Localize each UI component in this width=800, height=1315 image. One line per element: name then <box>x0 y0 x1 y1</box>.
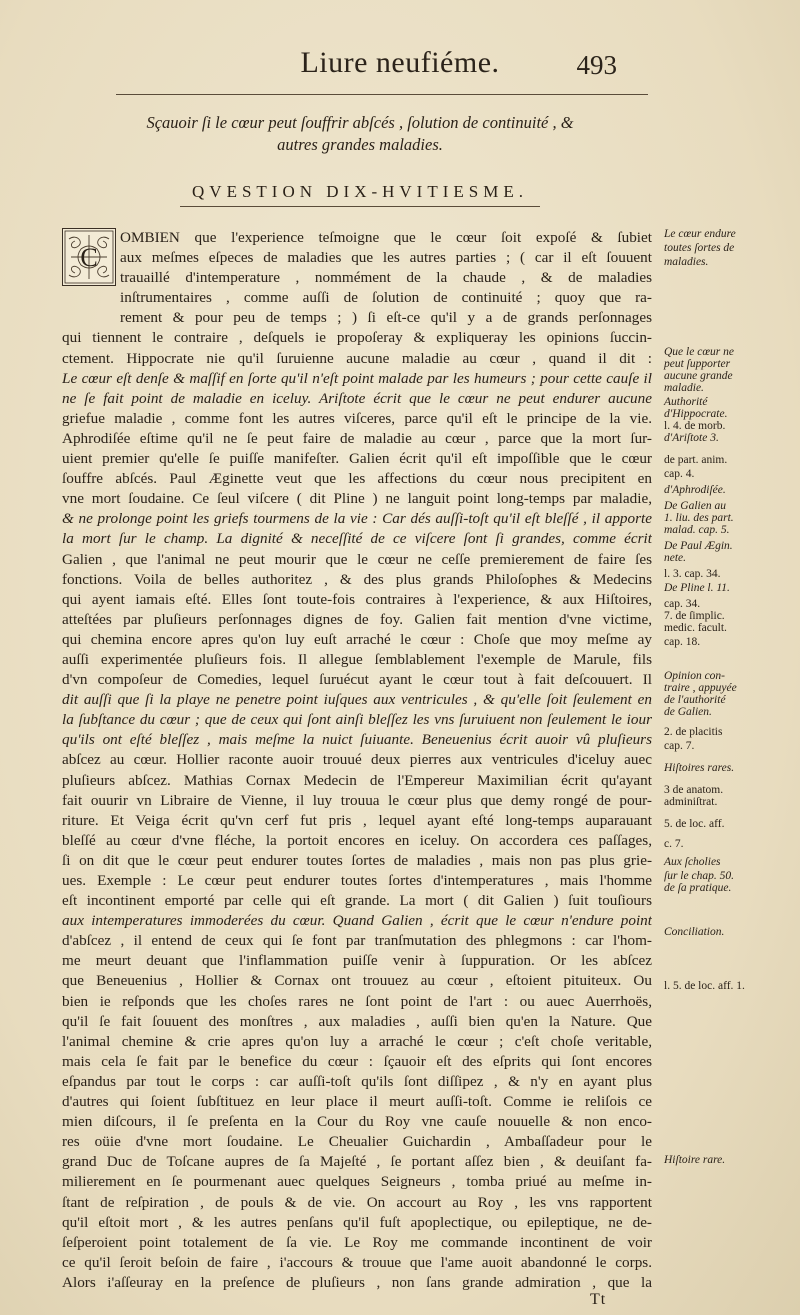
marginal-note: De Galien au <box>664 500 726 512</box>
page-number: 493 <box>576 50 617 80</box>
section-title-line-2: autres grandes maladies. <box>277 135 443 154</box>
text-line: eſpandus par tout le corps : car auſſi-toſt qu'ils ſont diſſipez , & n'y en ayant plus <box>62 1072 652 1090</box>
text-line: bien ie reſponds que les choſes rares ne ſont point de l'art : ou auec Auerrhoës, <box>62 992 652 1010</box>
text-line: aux intemperatures immoderées du cœur. Quand Galien , écrit que le cœur n'endure point <box>62 912 652 930</box>
marginal-note: d'Aphrodiſée. <box>664 484 726 496</box>
section-title <box>70 112 650 156</box>
marginal-note: peut ſupporter <box>664 358 731 370</box>
text-line: res oüie d'vne mort ſoudaine. Le Cheualier Guichardin , Ambaſſadeur pour le <box>62 1133 652 1151</box>
text-line: dit auſſi que ſi la playe ne penetre point iuſques aux ventricules , & qu'elle ſoit ſeulement en <box>62 691 652 709</box>
text-line: qu'il ſe fait ſouuent des monſtres , aux maladies , auſſi bien qu'en la Nature. Que <box>62 1012 652 1030</box>
text-line: atteſtées par pluſieurs perſonnages dignes de foy. Galien fait mention d'vne victime, <box>62 610 652 628</box>
text-line: fait ouurir vn Libraire de Vienne, il luy trouua le cœur plus que demy rongé de pour- <box>62 791 652 809</box>
heading-underline <box>180 206 540 207</box>
text-line: Aphrodiſée eſtime qu'il ne ſe peut faire de maladie au cœur , parce que la mort ſur- <box>62 429 652 447</box>
text-line: d'vn compoſeur de Comedies, lequel ſuruécut ayant le cœur tout à fait deſcouuert. Il <box>62 671 652 689</box>
marginal-note: de Galien. <box>664 706 712 718</box>
marginal-note: adminiſtrat. <box>664 796 718 808</box>
text-line: que Beneuenius , Hollier & Cornax ont trouuez au cœur , eſtoient pituiteux. Ou <box>62 972 652 990</box>
text-line: mais cela ſe fait par le benefice du cœur : ſçauoir eſt des eſprits qui ſont encores <box>62 1052 652 1070</box>
marginal-note: l. 5. de loc. aff. 1. <box>664 980 745 992</box>
text-line: qui tiennent le contraire , deſquels ie propoſeray & expliqueray les opinions ſuccin- <box>62 329 652 347</box>
text-line: ctement. Hippocrate nie qu'il ſuruienne aucune maladie au cœur , quand il dit : <box>62 349 652 367</box>
text-line: trauaillé d'intemperature , nommément de la chaude , & de maladies <box>120 269 652 287</box>
text-line: qui chemina encore apres qu'on luy euſt arraché le cœur : Choſe que moy meſme ay <box>62 630 652 648</box>
text-line: vne mort ſoudaine. Ce ſeul viſcere ( dit Pline ) ne languit point long-temps par maladie, <box>62 490 652 508</box>
text-line: d'autres qui ſoient ſubſtituez en leur place il meurt auſſi-toſt. Comme ie reliſois ce <box>62 1093 652 1111</box>
marginal-note: de ſa pratique. <box>664 882 732 894</box>
text-line: abſcez au cœur. Hollier raconte auoir trouué deux pierres aux ventricules d'iceluy auec <box>62 751 652 769</box>
marginal-note: medic. facult. <box>664 622 727 634</box>
marginal-note: cap. 18. <box>664 636 701 648</box>
text-line: pluſieurs abſcez. Mathias Cornax Medecin de l'Empereur Maximilian écrit qu'ayant <box>62 771 652 789</box>
text-line: la mort ſur le champ. La dignité & neceſſité de ce viſcere ſont ſi grandes, comme écrit <box>62 530 652 548</box>
running-head <box>0 40 800 90</box>
marginal-note: maladie. <box>664 382 704 394</box>
text-line: OMBIEN que l'experience teſmoigne que le cœur ſoit expoſé & ſubiet <box>120 229 652 246</box>
marginal-note: toutes ſortes de <box>664 242 735 254</box>
text-line: auſſi experimentée pluſieurs fois. Il allegue ſemblablement l'exemple de Marule, fils <box>62 650 652 668</box>
main-text <box>62 228 652 1293</box>
marginal-note: 3 de anatom. <box>664 784 724 796</box>
question-heading <box>70 182 650 202</box>
drop-cap-letter: C <box>80 243 98 272</box>
text-line: Alors i'aſſeuray en la preſence de pluſieurs , non ſans grande admiration , que la <box>62 1273 652 1291</box>
text-line: ſtant de reſpiration , de pouls & de vie. On accourt au Roy , les vns rapportent <box>62 1193 652 1211</box>
marginal-note: Le cœur endure <box>664 228 736 240</box>
text-line: ſeſperoient point totalement de ſa vie. Le Roy me commande incontinent de voir <box>62 1233 652 1251</box>
text-line: ce qu'il ſeroit beſoin de faire , i'accours & trouue que l'ame auoit abandonné le corps. <box>62 1253 652 1271</box>
marginal-note: de part. anim. <box>664 454 728 466</box>
question-heading-text: QVESTION DIX-HVITIESME. <box>192 182 528 201</box>
marginal-note: Hiſtoire rare. <box>664 1154 726 1166</box>
marginal-note: aucune grande <box>664 370 733 382</box>
text-line: ne ſe fait point de maladie en iceluy. Ariſtote écrit que le cœur ne peut endurer aucune <box>62 389 652 407</box>
text-line: grand Duc de Toſcane aupres de ſa Majeſté , ſe portant aſſez bien , & deuiſant fa- <box>62 1153 652 1171</box>
book-title: Liure neufiéme. <box>300 46 500 79</box>
header-rule <box>116 94 648 95</box>
marginal-note: 1. liu. des part. <box>664 512 734 524</box>
text-line: milierement en ſe pourmenant auec quelques Seigneurs , tomba priué au meſme in- <box>62 1173 652 1191</box>
text-line: qu'ils ont eſté bleſſez , mais meſme la nuict ſuiuante. Beneuenius écrit auoir vû pluſieurs <box>62 731 652 749</box>
text-line: d'abſcez , il entend de ceux qui ſe font par tranſmutation des phlegmons : car l'hom- <box>62 932 652 950</box>
marginal-note: malad. cap. 5. <box>664 524 730 536</box>
marginal-note: De Pline l. 11. <box>664 582 730 594</box>
marginal-note: cap. 34. <box>664 598 701 610</box>
text-line: qui ayent iamais eſté. Elles ſont toute-fois contraires à l'experience, & aux Hiſtoires, <box>62 590 652 608</box>
text-line: fonctions. Voila de belles authoritez , & des plus grands Philoſophes & Medecins <box>62 570 652 588</box>
text-line: aux meſmes eſpeces de maladies que les autres parties ; ( car il eſt ſouuent <box>120 249 652 267</box>
marginal-note: de l'authorité <box>664 694 726 706</box>
text-line: & ne prolonge point les griefs tourmens de la vie : Car dés auſſi-toſt qu'il eſt bleſſé , il apporte <box>62 510 652 528</box>
marginal-note: Opinion con- <box>664 670 726 682</box>
marginal-note: l. 4. de morb. <box>664 420 726 432</box>
signature-mark: Tt <box>590 1291 607 1308</box>
text-line: bleſſé au cœur d'vne fléche, la portoit encores en iceluy. On accordera ces paſſages, <box>62 831 652 849</box>
marginal-note: cap. 7. <box>664 740 695 752</box>
text-line: Galien , que l'animal ne peut mourir que le cœur ne ceſſe premierement de faire ſes <box>62 550 652 568</box>
marginal-note: 2. de placitis <box>664 726 723 738</box>
marginal-note: 5. de loc. aff. <box>664 818 725 830</box>
text-line: qu'il eſtoit mort , & les autres penſans qu'il fuſt apoplectique, ou epileptique, ne de- <box>62 1213 652 1231</box>
text-line: ſi on dit que le cœur peut endurer toutes ſortes de maladies , mais non pas plus grie- <box>62 851 652 869</box>
text-line: eſt incontinent emporté par celle qui eſt grande. La mort ( dit Galien ) ſuit touſiours <box>62 892 652 910</box>
marginal-note: Aux ſcholies <box>664 856 721 868</box>
text-line: riture. Et Veiga écrit qu'vn cerf fut pris , lequel ayant eſté long-temps auparauant <box>62 811 652 829</box>
marginal-note: 7. de ſimplic. <box>664 610 725 622</box>
marginal-note: cap. 4. <box>664 468 695 480</box>
marginal-note: l. 3. cap. 34. <box>664 568 721 580</box>
marginal-note: d'Hippocrate. <box>664 408 728 420</box>
text-line: rement & pour peu de temps ; ) ſi eſt-ce qu'il y a de grands perſonnages <box>120 309 652 327</box>
marginal-note: d'Ariſtote 3. <box>664 432 719 444</box>
marginal-note: nete. <box>664 552 687 564</box>
text-line: l'animal chemine & crie apres qu'on luy a arraché le cœur ; c'eſt choſe veritable, <box>62 1032 652 1050</box>
marginal-note: De Paul Ægin. <box>664 540 733 552</box>
marginal-note: c. 7. <box>664 838 684 850</box>
text-line: la ſubſtance du cœur ; que de ceux qui ſont ainſi bleſſez les vns ſuruiuent non ſeulement le iour <box>62 711 652 729</box>
text-line: Le cœur eſt denſe & maſſif en ſorte qu'il n'eſt point malade par les humeurs ; pour cette cauſe il <box>62 369 652 387</box>
marginal-note: Hiſtoires rares. <box>664 762 735 774</box>
section-title-line-1: Sçauoir ſi le cœur peut ſouffrir abſcés , ſolution de continuité , & <box>146 113 574 132</box>
text-line: mien diſcours, il ſe preſenta en la Cour du Roy vne cauſe nouuelle & non enco- <box>62 1113 652 1131</box>
marginal-note: Authorité <box>664 396 708 408</box>
text-line: uient premier qu'elle ſe puiſſe manifeſter. Galien écrit qu'il eſt impoſſible que le cœur <box>62 450 652 468</box>
marginal-note: maladies. <box>664 256 709 268</box>
marginal-note: ſur le chap. 50. <box>664 870 734 882</box>
marginal-note: traire , appuyée <box>664 682 737 694</box>
text-line: me meurt deuant que l'inflammation puiſſe venir à ſuppuration. Or les abſcez <box>62 952 652 970</box>
text-line: ues. Exemple : Le cœur peut endurer toutes ſortes d'intemperatures , mais l'homme <box>62 872 652 889</box>
marginal-note: Conciliation. <box>664 926 725 938</box>
text-line: inſtrumentaires , comme auſſi de ſolution de continuité ; quoy que ra- <box>120 289 652 307</box>
text-line: ſouffre abſcés. Paul Æginette veut que les affections du cœur nous precipitent en <box>62 470 652 488</box>
marginal-note: Que le cœur ne <box>664 346 734 358</box>
text-line: griefue maladie , comme font les autres viſceres, parce qu'il eſt le principe de la vie. <box>62 409 652 427</box>
